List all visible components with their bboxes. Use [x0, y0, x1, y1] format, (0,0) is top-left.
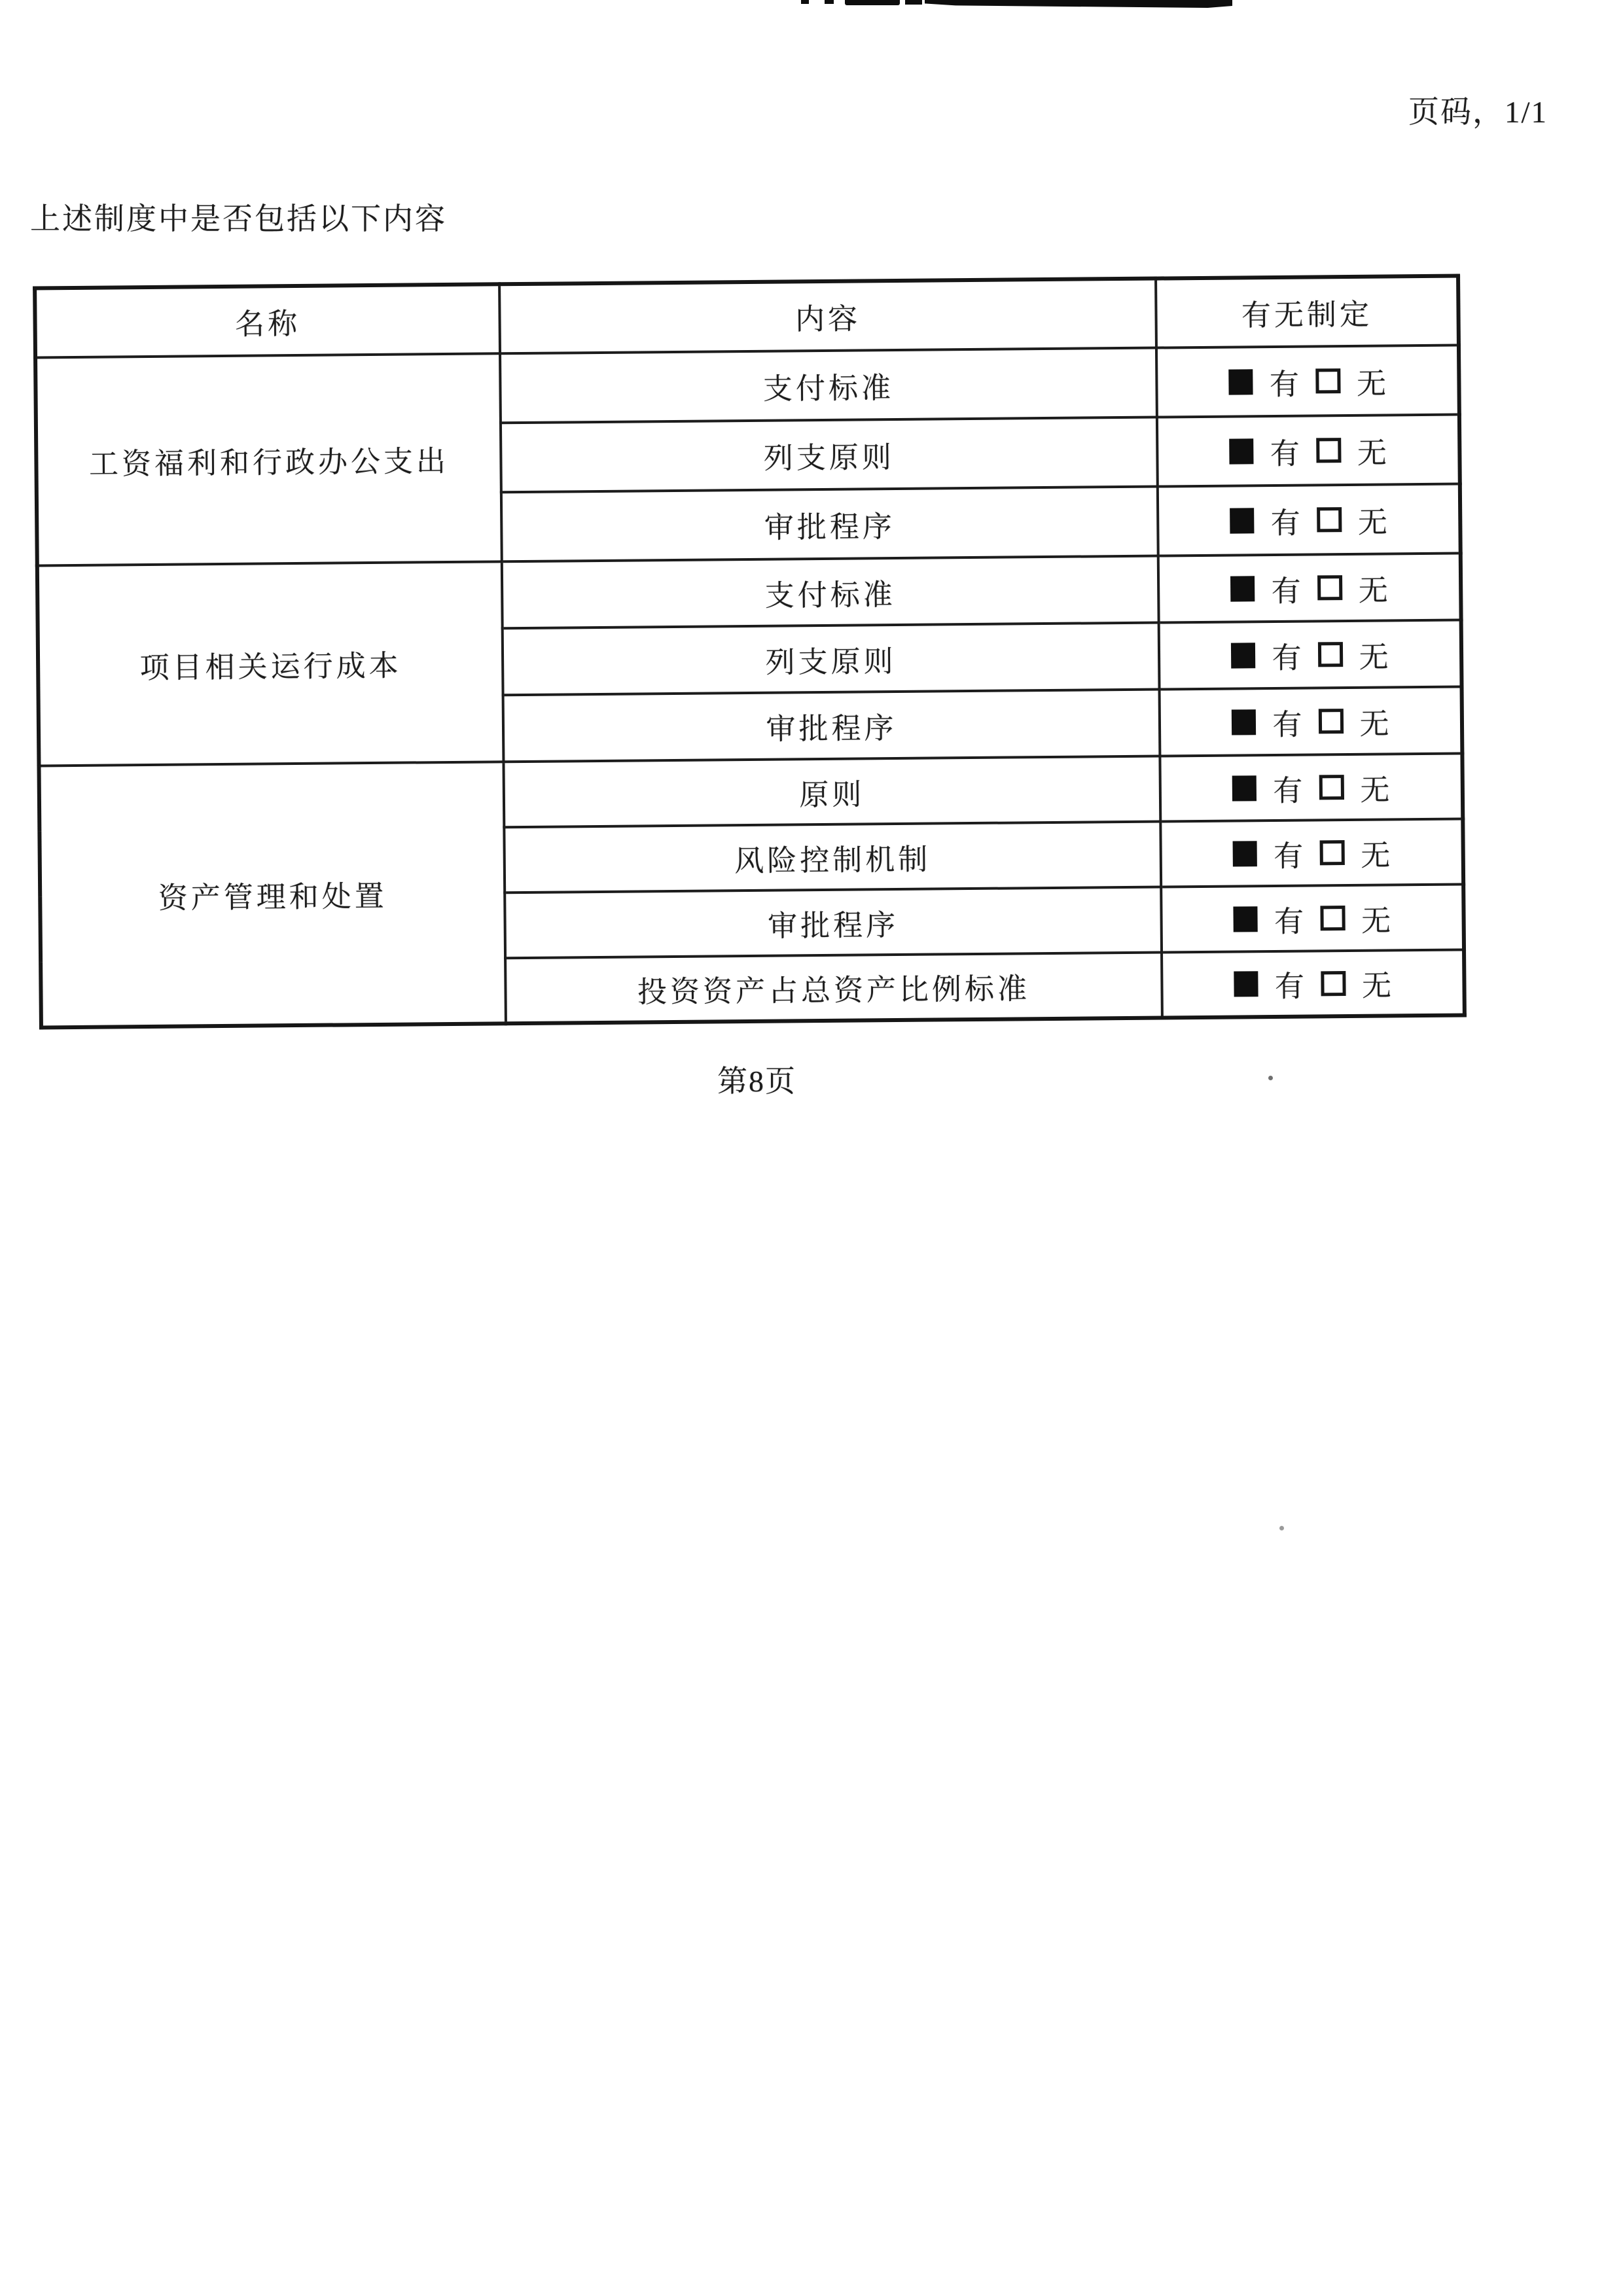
checkbox-unchecked-icon: [1316, 438, 1341, 463]
scan-artifact: [801, 0, 809, 4]
group-name-cell: 工资福利和行政办公支出: [35, 353, 502, 565]
checkbox-checked-icon: [1232, 709, 1256, 735]
status-option-no: 无: [1357, 436, 1387, 470]
checkbox-unchecked-icon: [1315, 368, 1340, 393]
status-option-yes: 有: [1274, 839, 1304, 873]
table-header-row: [35, 276, 1459, 358]
form-table-wrapper: [33, 274, 1464, 1030]
content-cell: 审批程序: [503, 690, 1160, 762]
group-name-cell: 项目相关运行成本: [37, 561, 504, 766]
status-cell: [1159, 620, 1462, 689]
page-indicator: 页码，1/1: [1408, 96, 1548, 130]
header-name: 名称: [35, 284, 500, 357]
scan-artifact: [845, 0, 900, 5]
status-option-yes: 有: [1270, 437, 1300, 470]
group-name-cell: 资产管理和处置: [39, 762, 505, 1027]
content-cell: 风险控制机制: [504, 822, 1161, 893]
status-choice: [1232, 766, 1390, 809]
status-cell: [1158, 553, 1461, 622]
status-option-no: 无: [1361, 969, 1392, 1002]
status-cell: [1161, 884, 1464, 952]
status-cell: [1156, 345, 1459, 417]
status-choice: [1232, 699, 1389, 743]
status-option-no: 无: [1356, 366, 1387, 400]
content-cell: 支付标准: [502, 556, 1159, 629]
status-option-yes: 有: [1274, 970, 1305, 1003]
status-cell: [1160, 819, 1463, 887]
scan-artifact: [825, 0, 834, 4]
status-cell: [1157, 415, 1460, 487]
scan-artifact: [905, 0, 922, 5]
status-choice: [1230, 498, 1387, 542]
table-row: [39, 753, 1463, 831]
status-choice: [1233, 831, 1391, 875]
checkbox-checked-icon: [1231, 643, 1255, 668]
checkbox-checked-icon: [1231, 576, 1255, 601]
content-cell: 列支原则: [503, 623, 1160, 696]
status-option-yes: 有: [1273, 774, 1303, 807]
checkbox-checked-icon: [1233, 841, 1257, 866]
table-row: [35, 345, 1459, 427]
form-table: [33, 274, 1467, 1029]
status-option-yes: 有: [1271, 574, 1301, 608]
status-option-yes: 有: [1272, 641, 1302, 675]
checkbox-checked-icon: [1230, 508, 1255, 533]
status-choice: [1230, 429, 1387, 472]
content-cell: 列支原则: [501, 417, 1158, 493]
status-choice: [1229, 359, 1387, 403]
content-cell: 原则: [503, 756, 1160, 828]
header-status: 有无制定: [1156, 276, 1459, 348]
checkbox-checked-icon: [1230, 438, 1254, 464]
status-cell: [1160, 686, 1463, 756]
header-content: 内容: [499, 279, 1156, 354]
checkbox-unchecked-icon: [1321, 971, 1346, 996]
document-heading: 上述制度中是否包括以下内容: [30, 202, 447, 236]
checkbox-unchecked-icon: [1318, 709, 1343, 733]
scan-speck: [1268, 1076, 1273, 1080]
content-cell: 审批程序: [505, 887, 1162, 959]
table-row: [37, 553, 1461, 632]
checkbox-unchecked-icon: [1317, 575, 1342, 600]
checkbox-checked-icon: [1234, 971, 1258, 997]
status-cell: [1158, 484, 1461, 556]
status-option-yes: 有: [1270, 506, 1301, 540]
status-choice: [1231, 633, 1389, 677]
status-option-no: 无: [1357, 505, 1388, 539]
checkbox-checked-icon: [1234, 906, 1258, 932]
checkbox-checked-icon: [1232, 775, 1257, 801]
status-choice: [1230, 566, 1388, 610]
status-cell: [1160, 753, 1463, 821]
status-option-no: 无: [1360, 773, 1390, 807]
status-cell: [1162, 949, 1465, 1017]
status-option-yes: 有: [1269, 368, 1300, 401]
status-choice: [1234, 961, 1392, 1005]
checkbox-checked-icon: [1229, 369, 1253, 395]
status-option-no: 无: [1361, 904, 1391, 938]
content-cell: 审批程序: [501, 487, 1158, 562]
checkbox-unchecked-icon: [1320, 906, 1345, 930]
status-option-yes: 有: [1274, 905, 1304, 938]
footer-page-number: 第8页: [717, 1065, 796, 1098]
checkbox-unchecked-icon: [1317, 642, 1342, 667]
content-cell: 投资资产占总资产比例标准: [505, 953, 1162, 1024]
checkbox-unchecked-icon: [1319, 775, 1344, 800]
checkbox-unchecked-icon: [1317, 507, 1342, 532]
status-option-no: 无: [1359, 707, 1389, 741]
status-choice: [1234, 896, 1391, 940]
status-option-no: 无: [1358, 573, 1388, 607]
status-option-no: 无: [1359, 640, 1389, 674]
scan-artifact: [925, 0, 1232, 8]
status-option-no: 无: [1361, 838, 1391, 872]
status-option-yes: 有: [1272, 708, 1302, 741]
scan-speck: [1279, 1526, 1284, 1530]
content-cell: 支付标准: [500, 348, 1157, 423]
checkbox-unchecked-icon: [1319, 840, 1344, 865]
